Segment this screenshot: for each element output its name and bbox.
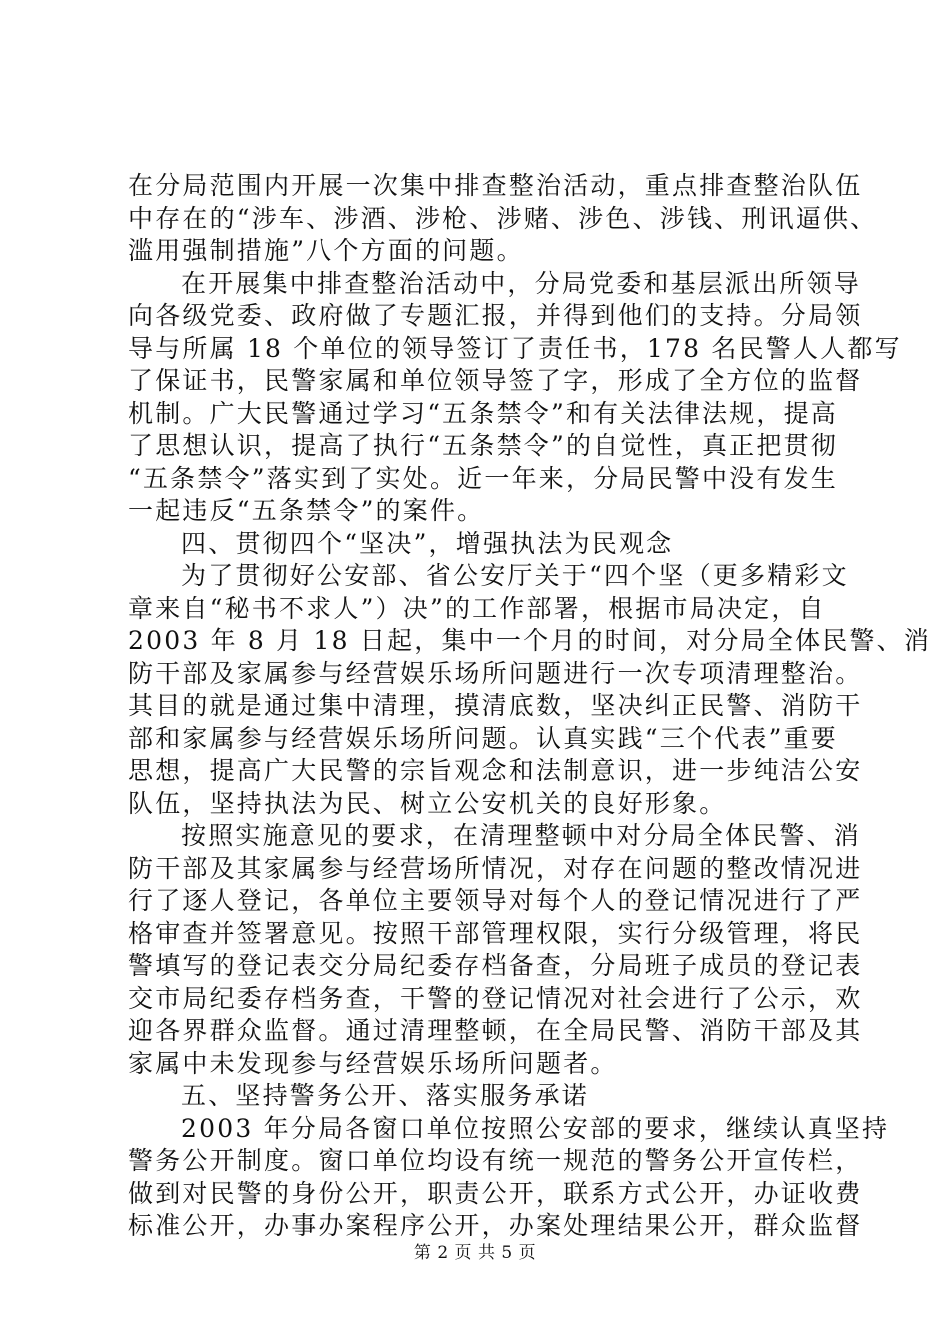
text-line: 防干部及家属参与经营娱乐场所问题进行一次专项清理整治。 [128,658,863,688]
text-line: 在开展集中排查整治活动中，分局党委和基层派出所领导 [181,268,862,298]
document-body [128,170,932,1243]
text-line: 标准公开，办事办案程序公开，办案处理结果公开，群众监督 [128,1211,863,1240]
text-line: “五条禁令”落实到了实处。近一年来，分局民警中没有发生 [128,463,838,493]
text-line: 防干部及其家属参与经营场所情况，对存在问题的整改情况进 [128,853,863,883]
text-line: 一起违反“五条禁令”的案件。 [128,496,485,525]
text-line: 交市局纪委存档务查，干警的登记情况对社会进行了公示，欢 [128,983,863,1013]
text-line: 警填写的登记表交分局纪委存档备查，分局班子成员的登记表 [128,951,863,980]
text-line: 滥用强制措施”八个方面的问题。 [128,236,524,265]
text-line: 2003 年 8 月 18 日起，集中一个月的时间，对分局全体民警、消 [128,626,932,655]
text-line: 导与所属 18 个单位的领导签订了责任书，178 名民警人人都写 [128,333,902,363]
text-line: 格审查并签署意见。按照干部管理权限，实行分级管理，将民 [128,918,863,948]
text-line: 行了逐人登记，各单位主要领导对每个人的登记情况进行了严 [128,886,863,915]
text-line: 机制。广大民警通过学习“五条禁令”和有关法律法规，提高 [128,398,838,428]
text-line: 向各级党委、政府做了专题汇报，并得到他们的支持。分局领 [128,301,863,330]
text-line: 按照实施意见的要求，在清理整顿中对分局全体民警、消 [181,821,862,850]
text-line: 迎各界群众监督。通过清理整顿，在全局民警、消防干部及其 [128,1016,863,1045]
page-footer: 第 2 页 共 5 页 [413,1243,537,1263]
text-line: 其目的就是通过集中清理，摸清底数，坚决纠正民警、消防干 [128,691,863,720]
text-line: 了保证书，民警家属和单位领导签了字，形成了全方位的监督 [128,366,863,395]
text-line: 章来自“秘书不求人”）决”的工作部署，根据市局决定，自 [128,593,826,623]
text-line: 思想，提高广大民警的宗旨观念和法制意识，进一步纯洁公安 [128,756,863,785]
text-line: 2003 年分局各窗口单位按照公安部的要求，继续认真坚持 [181,1113,890,1143]
text-line: 四、贯彻四个“坚决”，增强执法为民观念 [181,528,674,558]
text-line: 为了贯彻好公安部、省公安厅关于“四个坚（更多精彩文 [181,561,849,590]
text-line: 在分局范围内开展一次集中排查整治活动，重点排查整治队伍 [128,171,863,200]
text-line: 中存在的“涉车、涉酒、涉枪、涉赌、涉色、涉钱、刑讯逼供、 [128,203,878,233]
text-line: 了思想认识，提高了执行“五条禁令”的自觉性，真正把贯彻 [128,431,838,460]
text-line: 部和家属参与经营娱乐场所问题。认真实践“三个代表”重要 [128,723,838,753]
text-line: 警务公开制度。窗口单位均设有统一规范的警务公开宣传栏， [128,1146,863,1175]
text-line: 五、坚持警务公开、落实服务承诺 [181,1081,590,1110]
text-line: 做到对民警的身份公开，职责公开，联系方式公开，办证收费 [128,1178,863,1208]
text-line: 家属中未发现参与经营娱乐场所问题者。 [128,1048,618,1078]
text-line: 队伍，坚持执法为民、树立公安机关的良好形象。 [128,788,727,818]
